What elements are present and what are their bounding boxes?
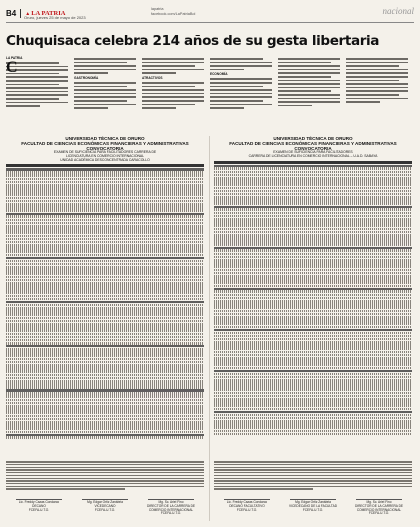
signer-name: Mg. Sc. Ariel Fino bbox=[158, 500, 184, 504]
table-subtitle: LICENCIATURA EN COMERCIO INTERNACIONAL bbox=[65, 153, 145, 158]
signer-name: Lic. Freddy Cazas Condarco bbox=[18, 500, 60, 504]
headline: Chuquisaca celebra 214 años de su gesta libertaria bbox=[6, 33, 380, 49]
dateline: LA PATRIA bbox=[6, 56, 23, 60]
signer-unit: FCEFA-U.T.O. bbox=[94, 507, 116, 512]
table-title: CONVOCATORIA bbox=[294, 146, 332, 151]
page-header bbox=[6, 6, 414, 20]
brand-logo: ▲ LA PATRIA bbox=[25, 10, 65, 17]
header-rule bbox=[6, 22, 414, 23]
article-body bbox=[6, 56, 412, 134]
signer-title: COMERCIO INTERNACIONAL bbox=[148, 507, 194, 512]
signature-block bbox=[280, 497, 346, 521]
signer-name: Mg. Edgar Ortiz Zanábria bbox=[87, 500, 123, 504]
signer-title: COMERCIO INTERNACIONAL bbox=[356, 507, 402, 512]
table-title: UNIVERSIDAD TÉCNICA DE ORURO bbox=[65, 136, 145, 141]
drop-cap: C bbox=[6, 59, 18, 76]
table-row bbox=[214, 433, 412, 436]
convocatoria-table-left bbox=[6, 136, 204, 474]
signature-block bbox=[346, 497, 412, 521]
column-divider bbox=[209, 136, 210, 521]
signer-title: DIRECTOR DE LA CARRERA DE bbox=[146, 503, 196, 508]
signer-title: DECANO FACULTATIVO bbox=[229, 503, 265, 508]
table-rows bbox=[214, 165, 412, 436]
table-title: FACULTAD DE CIENCIAS ECONÓMICAS FINANCIERAS Y ADMINISTRATIVAS bbox=[229, 141, 397, 146]
table-rows bbox=[6, 168, 204, 439]
subhead: ATRACTIVOS bbox=[142, 75, 163, 80]
article-column bbox=[346, 56, 408, 134]
signer-unit: FCEFA-U.T.O. bbox=[28, 507, 50, 512]
signer-title: VICEDECANO DE LA FACULTAD bbox=[288, 503, 338, 508]
article-column bbox=[74, 56, 136, 134]
table-header bbox=[214, 161, 412, 164]
notes-left bbox=[6, 460, 204, 495]
signer-title: DIRECTOR DE LA CARRERA DE bbox=[354, 503, 404, 508]
table-row bbox=[6, 436, 204, 439]
signatures-right bbox=[214, 497, 412, 521]
signer-name: Mg. Sc. Ariel Fino bbox=[366, 500, 392, 504]
subhead: ECONOMÍA bbox=[210, 72, 228, 77]
page-number: B4 bbox=[6, 9, 21, 18]
header-contact bbox=[151, 7, 195, 16]
table-subtitle: EXAMEN DE SUFICIENCIA PARA FACILITADORES bbox=[273, 150, 353, 154]
signer-unit: FCEFA-U.T.O. bbox=[160, 511, 182, 516]
issue-date: Oruro, jueves 25 de mayo de 2023 bbox=[24, 15, 86, 20]
header-contact-line: lapatria bbox=[151, 7, 164, 11]
table-title: CONVOCATORIA bbox=[86, 146, 124, 151]
table-subtitle: CARRERA DE LICENCIATURA EN COMERCIO INTERNACIONAL – U.A.D. SABAYA bbox=[248, 153, 378, 158]
signature-block bbox=[214, 497, 280, 521]
convocatoria-table-right bbox=[214, 136, 412, 474]
article-column bbox=[6, 56, 68, 134]
table-subtitle: UNIDAD ACADÉMICA DESCONCENTRADA CARACOLLO bbox=[60, 157, 150, 162]
signatures-left bbox=[6, 497, 204, 521]
signer-title: DECANO bbox=[32, 503, 46, 508]
signer-name: Lic. Freddy Cazas Condarco bbox=[226, 500, 268, 504]
signer-unit: FCEFA-U.T.O. bbox=[302, 507, 324, 512]
table-title: UNIVERSIDAD TÉCNICA DE ORURO bbox=[273, 136, 353, 141]
article-column bbox=[278, 56, 340, 134]
signature-block bbox=[138, 497, 204, 521]
signer-unit: FCEFA-U.T.O. bbox=[368, 511, 390, 516]
signer-title: VICEDECANO bbox=[94, 503, 116, 508]
table-title: FACULTAD DE CIENCIAS ECONÓMICAS FINANCIERAS Y ADMINISTRATIVAS bbox=[21, 141, 189, 146]
section-name: nacional bbox=[382, 6, 414, 16]
signature-block bbox=[72, 497, 138, 521]
article-column bbox=[210, 56, 272, 134]
signature-block bbox=[6, 497, 72, 521]
signer-unit: FCEFA-U.T.O. bbox=[236, 507, 258, 512]
subhead: GASTRONOMÍA bbox=[74, 75, 99, 80]
table-subtitle: EXAMEN DE SUFICIENCIA PARA FACILITADORES CARRERA DE bbox=[53, 150, 157, 154]
notes-right bbox=[214, 460, 412, 495]
signer-name: Mg. Edgar Ortiz Zanábria bbox=[295, 500, 331, 504]
article-column bbox=[142, 56, 204, 134]
header-contact-line: facebook.com/LaPatriaBol bbox=[151, 11, 196, 16]
table-header bbox=[6, 164, 204, 167]
